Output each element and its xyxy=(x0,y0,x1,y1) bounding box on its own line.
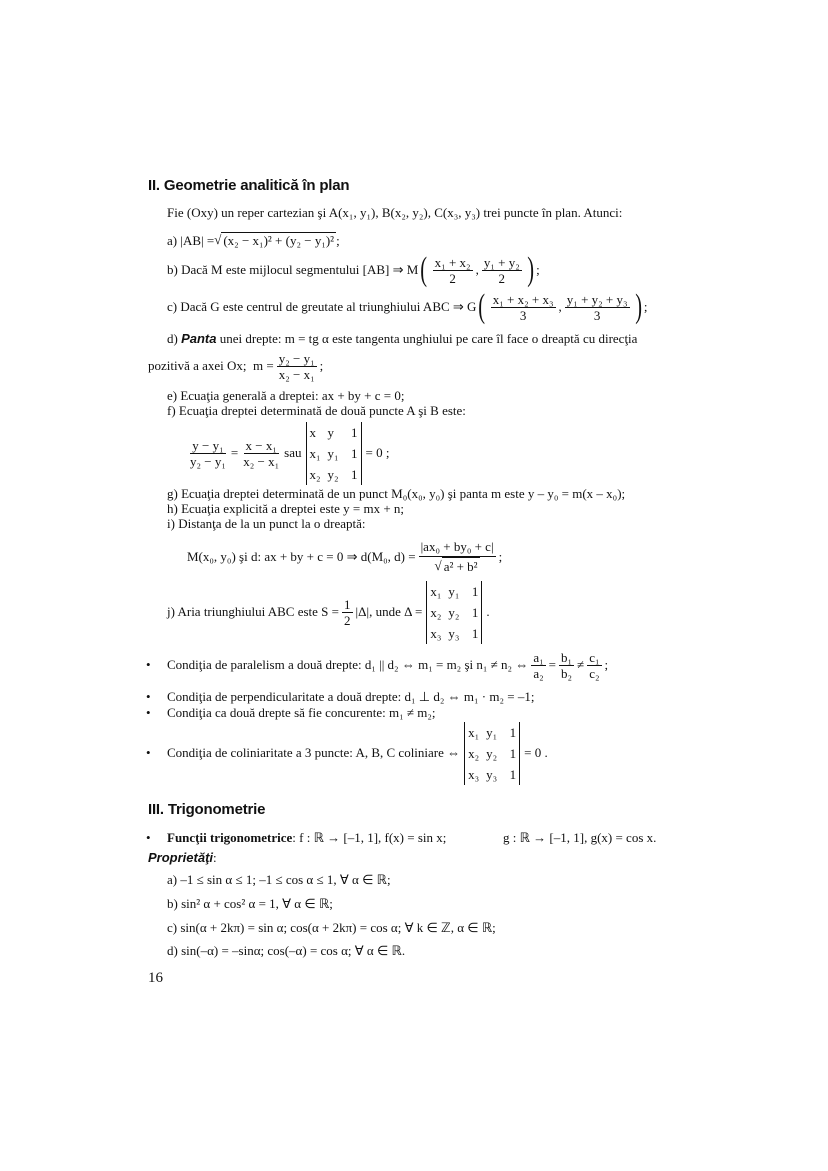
determinant xyxy=(306,422,362,485)
det-cell: y₃ xyxy=(448,625,460,641)
word-or: sau xyxy=(284,445,302,460)
bullet-collinear xyxy=(167,721,548,785)
paren-left: ( xyxy=(420,251,428,288)
trig-functions xyxy=(167,830,446,846)
collinear-text: Condiţia de coliniaritate a 3 puncte: A, B, C coliniare ⇔ xyxy=(167,745,461,760)
operator: ≠ xyxy=(577,657,585,672)
property-a: a) –1 ≤ sin α ≤ 1; –1 ≤ cos α ≤ 1, ∀ α ∈ ℝ; xyxy=(167,872,391,887)
radicand: (x₂ − x₁)² + (y₂ − y₁)² xyxy=(223,233,335,248)
section-title-trigonometry: III. Trigonometrie xyxy=(148,801,266,818)
det-cell: 1 xyxy=(351,445,358,461)
bullet-icon: • xyxy=(146,745,151,760)
formula-i-text: i) Distanţa de la un punct la o dreaptă: xyxy=(167,516,366,531)
properties-colon: : xyxy=(213,850,217,865)
fraction xyxy=(482,255,522,286)
numerator: y₁ + y₂ xyxy=(483,254,520,270)
properties-label: Proprietăţi xyxy=(148,850,214,865)
formula-f-equation xyxy=(185,421,389,485)
denominator: 3 xyxy=(593,307,601,323)
det-cell: 1 xyxy=(509,724,517,740)
det-cell: 1 xyxy=(351,424,358,440)
paren-right: ) xyxy=(634,288,642,325)
property-c: c) sin(α + 2kπ) = sin α; cos(α + 2kπ) = cos α; ∀ k ∈ ℤ, α ∈ ℝ; xyxy=(167,920,496,935)
formula-d-line2-prefix: pozitivă a axei Ox; m = xyxy=(148,358,274,373)
property-d: d) sin(–α) = –sinα; cos(–α) = cos α; ∀ α ∈ ℝ. xyxy=(167,943,406,958)
det-cell: 1 xyxy=(509,766,517,782)
equals: = xyxy=(230,445,239,460)
determinant xyxy=(426,581,482,644)
formula-d-prefix: d) xyxy=(167,331,182,346)
denominator: y₂ − y₁ xyxy=(190,453,226,469)
properties-heading xyxy=(148,850,217,866)
bullet-icon: • xyxy=(146,830,151,845)
formula-j-prefix: j) Aria triunghiului ABC este S = xyxy=(167,604,339,619)
fraction xyxy=(433,255,473,286)
formula-f-suffix: = 0 ; xyxy=(365,445,390,460)
bullet-icon: • xyxy=(146,705,151,720)
formula-c-suffix: ; xyxy=(643,299,648,314)
parallel-text: Condiţia de paralelism a două drepte: d₁ || d₂ ⇔ m₁ = m₂ şi n₁ ≠ n₂ ⇔ xyxy=(167,657,529,672)
det-cell: x₁ xyxy=(430,583,442,599)
det-cell: x₁ xyxy=(309,445,321,461)
formula-a-distance xyxy=(167,232,340,249)
denominator: a₂ xyxy=(533,665,544,681)
sqrt-icon: √ xyxy=(434,558,442,573)
det-cell: 1 xyxy=(509,745,517,761)
det-cell: y xyxy=(327,424,334,440)
det-cell: x₁ xyxy=(468,724,480,740)
denominator: 2 xyxy=(449,270,456,286)
fraction xyxy=(587,650,601,681)
formula-a-prefix: a) |AB| = xyxy=(167,232,215,248)
trig-functions-label: Funcţii trigonometrice xyxy=(167,830,293,845)
denominator: x₂ − x₁ xyxy=(243,453,280,469)
numerator: |ax₀ + by₀ + c| xyxy=(419,538,496,557)
bullet-icon: • xyxy=(146,657,151,672)
formula-j-area xyxy=(167,580,490,644)
det-cell: y₂ xyxy=(486,745,498,761)
sqrt xyxy=(214,232,336,249)
formula-g: g) Ecuaţia dreptei determinată de un punct M₀(x₀, y₀) şi panta m este y – y₀ = m(x – x₀); xyxy=(167,486,626,501)
formula-d-line2 xyxy=(148,350,323,382)
denominator xyxy=(433,557,482,576)
fraction xyxy=(565,292,630,323)
fraction xyxy=(241,438,281,469)
operator: = xyxy=(548,657,556,672)
numerator: x₁ + x₂ + x₃ xyxy=(492,291,554,307)
det-cell: y₁ xyxy=(486,724,498,740)
formula-f-text: f) Ecuaţia dreptei determinată de două puncte A şi B este: xyxy=(167,403,466,418)
determinant xyxy=(464,722,520,785)
det-cell: y₂ xyxy=(327,466,339,482)
det-cell: y₃ xyxy=(486,766,498,782)
formula-d-slope xyxy=(167,331,637,347)
formula-b-midpoint: b) Dacă M este mijlocul segmentului [AB] ⇒ M ( $\frac{\text{x₁ + x₂}}{2}$ , $\frac{\text{y₁ + y₂}}{2}$ ) ; xyxy=(167,251,540,288)
numerator: x − x₁ xyxy=(245,437,277,453)
det-cell: 1 xyxy=(471,583,479,599)
det-cell: y₂ xyxy=(448,604,460,620)
formula-a-suffix: ; xyxy=(336,232,340,248)
bullet-perpendicular: Condiţia de perpendicularitate a două drepte: d₁ ⊥ d₂ ⇔ m₁ · m₂ = –1; xyxy=(167,689,535,704)
det-cell: x₂ xyxy=(309,466,321,482)
numerator: a₁ xyxy=(533,649,544,665)
numerator: c₁ xyxy=(589,649,600,665)
det-cell: x₂ xyxy=(468,745,480,761)
numerator: y₂ − y₁ xyxy=(278,350,315,366)
parallel-suffix: ; xyxy=(604,657,609,672)
denominator: 2 xyxy=(498,270,506,286)
paren-left: ( xyxy=(478,288,486,325)
formula-e: e) Ecuaţia generală a dreptei: ax + by + c = 0; xyxy=(167,388,405,403)
bullet-icon: • xyxy=(146,689,151,704)
paren-right: ) xyxy=(527,251,534,288)
numerator: b₁ xyxy=(561,649,573,665)
bullet-parallel xyxy=(167,649,608,681)
formula-h: h) Ecuaţia explicită a dreptei este y = mx + n; xyxy=(167,501,405,516)
denominator: 3 xyxy=(519,307,527,323)
denominator: b₂ xyxy=(561,665,573,681)
formula-d-suffix: ; xyxy=(319,358,324,373)
section-title-analytic-geometry: II. Geometrie analitică în plan xyxy=(148,177,350,194)
formula-i-prefix: M(x₀, y₀) şi d: ax + by + c = 0 ⇒ d(M₀, d) = xyxy=(187,549,416,564)
numerator: 1 xyxy=(344,596,351,612)
formula-i-distance xyxy=(187,538,502,576)
intro-text: Fie (Oxy) un reper cartezian şi A(x₁, y₁), B(x₂, y₂), C(x₃, y₃) trei puncte în plan. Atunci: xyxy=(167,205,623,220)
term-slope: Panta xyxy=(181,331,217,346)
denominator: 2 xyxy=(344,612,351,628)
function-f: : f : ℝ → [–1, 1], f(x) = sin x; xyxy=(292,830,447,845)
denominator: x₂ − x₁ xyxy=(278,366,315,382)
collinear-suffix: = 0 . xyxy=(524,745,548,760)
sqrt-icon: √ xyxy=(214,232,222,247)
formula-j-suffix: . xyxy=(486,604,490,619)
det-cell: y₁ xyxy=(448,583,460,599)
fraction xyxy=(491,292,556,323)
det-cell: x₃ xyxy=(468,766,480,782)
formula-b-suffix: ; xyxy=(536,262,540,277)
denominator: c₂ xyxy=(589,665,600,681)
det-cell: 1 xyxy=(351,466,358,482)
det-cell: y₁ xyxy=(327,445,339,461)
fraction xyxy=(342,597,353,628)
fraction xyxy=(277,351,317,382)
bullet-concurrent: Condiţia ca două drepte să fie concurente: m₁ ≠ m₂; xyxy=(167,705,436,720)
property-b: b) sin² α + cos² α = 1, ∀ α ∈ ℝ; xyxy=(167,896,333,911)
fraction xyxy=(559,650,574,681)
det-cell: x xyxy=(309,424,316,440)
page-number: 16 xyxy=(148,970,163,986)
fraction xyxy=(531,650,545,681)
det-cell: 1 xyxy=(471,625,479,641)
det-cell: x₂ xyxy=(430,604,442,620)
fraction xyxy=(419,538,496,576)
formula-d-text: unei drepte: m = tg α este tangenta unghiului pe care îl face o dreaptă cu direcţia xyxy=(216,331,638,346)
numerator: y₁ + y₂ + y₃ xyxy=(566,291,628,307)
radicand: a² + b² xyxy=(443,559,478,574)
det-cell: x₃ xyxy=(430,625,442,641)
formula-i-suffix: ; xyxy=(498,549,503,564)
formula-b-prefix: b) Dacă M este mijlocul segmentului [AB] ⇒ M xyxy=(167,262,419,277)
function-g: g : ℝ → [–1, 1], g(x) = cos x. xyxy=(503,830,657,845)
numerator: x₁ + x₂ xyxy=(434,254,471,270)
fraction xyxy=(188,438,228,469)
formula-c-centroid: c) Dacă G este centrul de greutate al triunghiului ABC ⇒ G ( $\frac{\text{x₁ + x₂ + x₃}}{3}$ , $\frac{\text{y₁ + y₂ + y₃}}{3}$ ) ; xyxy=(167,288,648,325)
formula-j-mid: |Δ|, unde Δ = xyxy=(355,604,423,619)
det-cell: 1 xyxy=(471,604,479,620)
formula-c-prefix: c) Dacă G este centrul de greutate al triunghiului ABC ⇒ G xyxy=(167,299,477,314)
numerator: y − y₁ xyxy=(192,437,224,453)
